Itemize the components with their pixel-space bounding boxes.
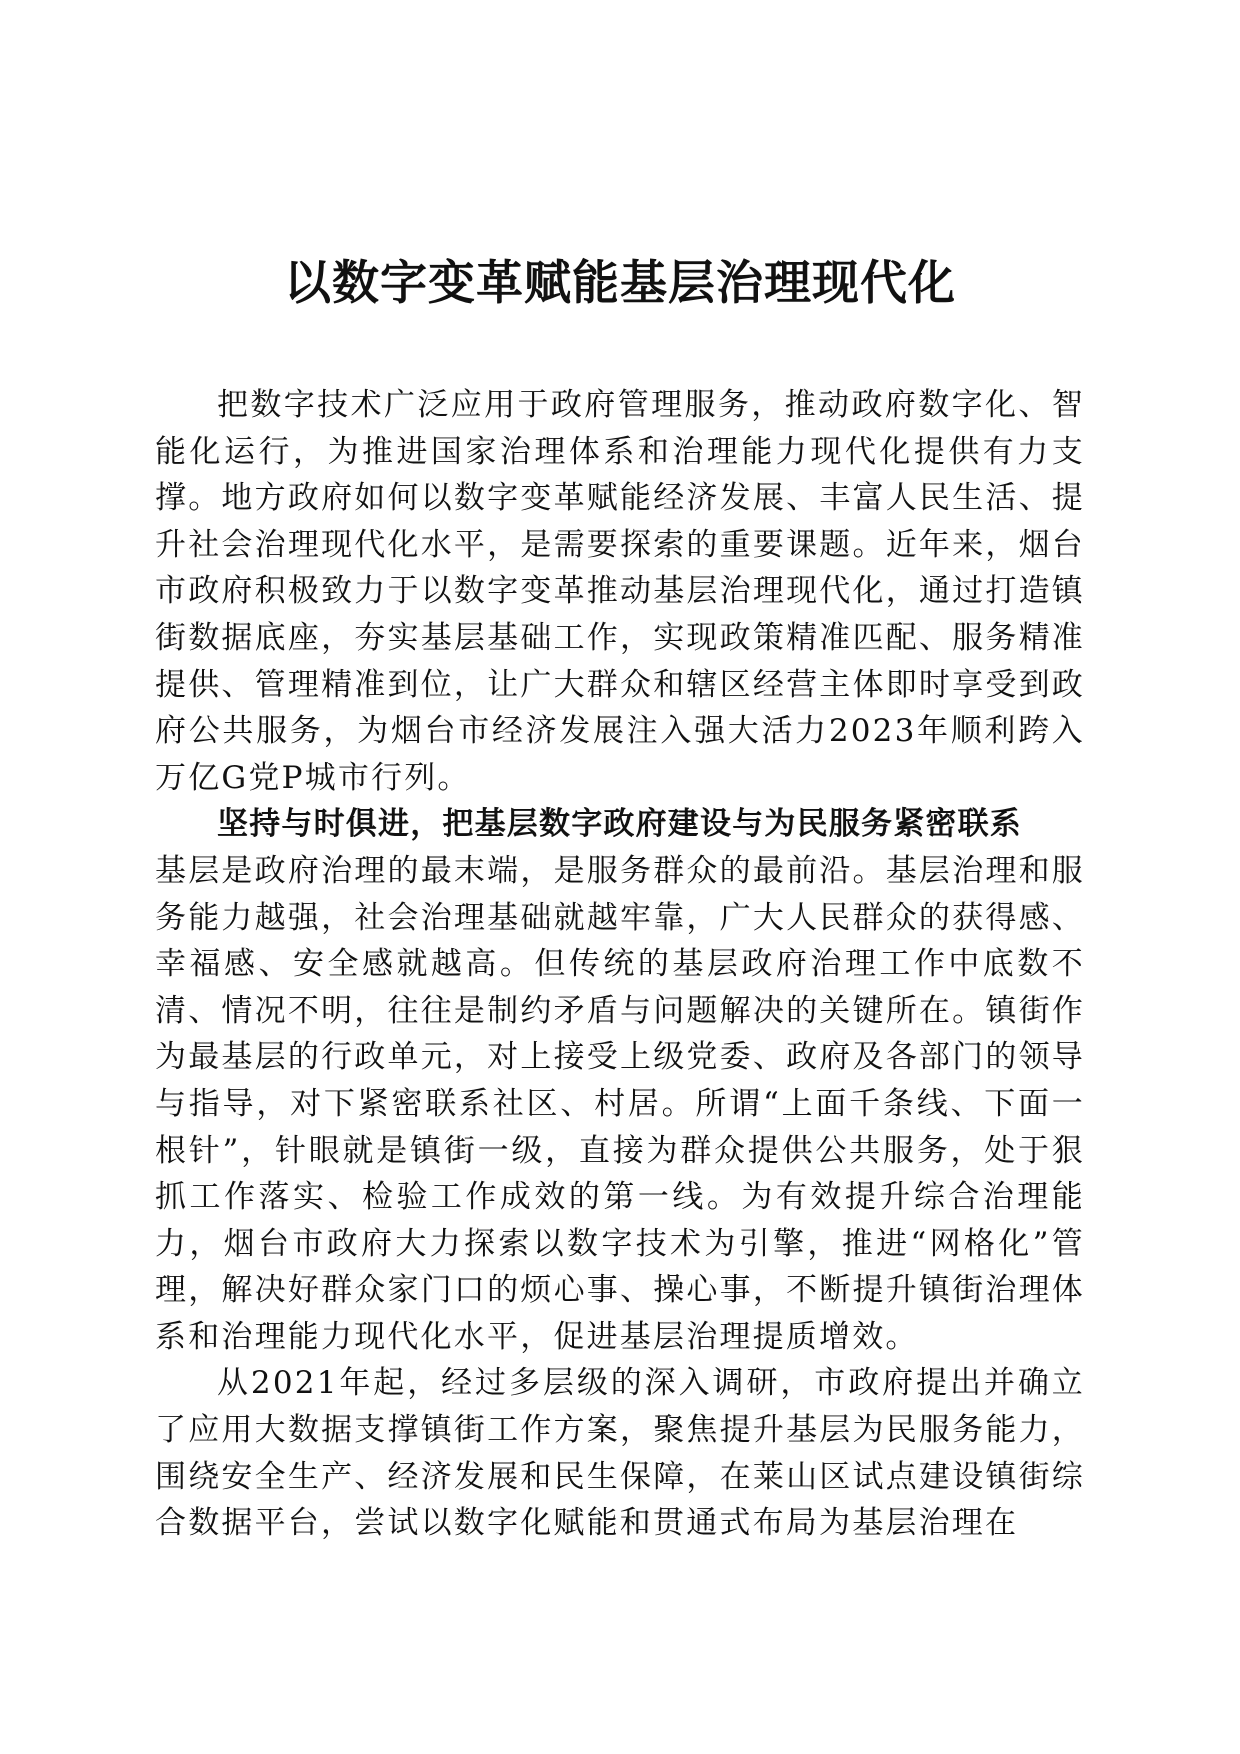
intro-paragraph: 把数字技术广泛应用于政府管理服务，推动政府数字化、智能化运行，为推进国家治理体系和治理能力现代化提供有力支撑。地方政府如何以数字变革赋能经济发展、丰富人民生活、提升社会治理现代化水平，是需要探索的重要课题。近年来，烟台市政府积极致力于以数字变革推动基层治理现代化，通过打造镇街数据底座，夯实基层基础工作，实现政策精准匹配、服务精准提供、管理精准到位，让广大群众和辖区经营主体即时享受到政府公共服务，为烟台市经济发展注入强大活力2023年顺利跨入万亿G党P城市行列。 <box>155 387 1085 796</box>
document-body <box>155 382 1085 1547</box>
section-paragraph-1: 基层是政府治理的最末端，是服务群众的最前沿。基层治理和服务能力越强，社会治理基础就越牢靠，广大人民群众的获得感、幸福感、安全感就越高。但传统的基层政府治理工作中底数不清、情况不明，往往是制约矛盾与问题解决的关键所在。镇街作为最基层的行政单元，对上接受上级党委、政府及各部门的领导与指导，对下紧密联系社区、村居。所谓“上面千条线、下面一根针”，针眼就是镇街一级，直接为群众提供公共服务，处于狠抓工作落实、检验工作成效的第一线。为有效提升综合治理能力，烟台市政府大力探索以数字技术为引擎，推进“网格化”管理，解决好群众家门口的烦心事、操心事，不断提升镇街治理体系和治理能力现代化水平，促进基层治理提质增效。 <box>155 852 1085 1355</box>
section-paragraph-2: 从2021年起，经过多层级的深入调研，市政府提出并确立了应用大数据支撑镇街工作方案，聚焦提升基层为民服务能力，围绕安全生产、经济发展和民生保障，在莱山区试点建设镇街综合数据平台，尝试以数字化赋能和贯通式布局为基层治理在 <box>155 1365 1085 1542</box>
document-title: 以数字变革赋能基层治理现代化 <box>284 256 956 311</box>
section-heading: 坚持与时俱进，把基层数字政府建设与为民服务紧密联系 <box>217 806 1022 843</box>
